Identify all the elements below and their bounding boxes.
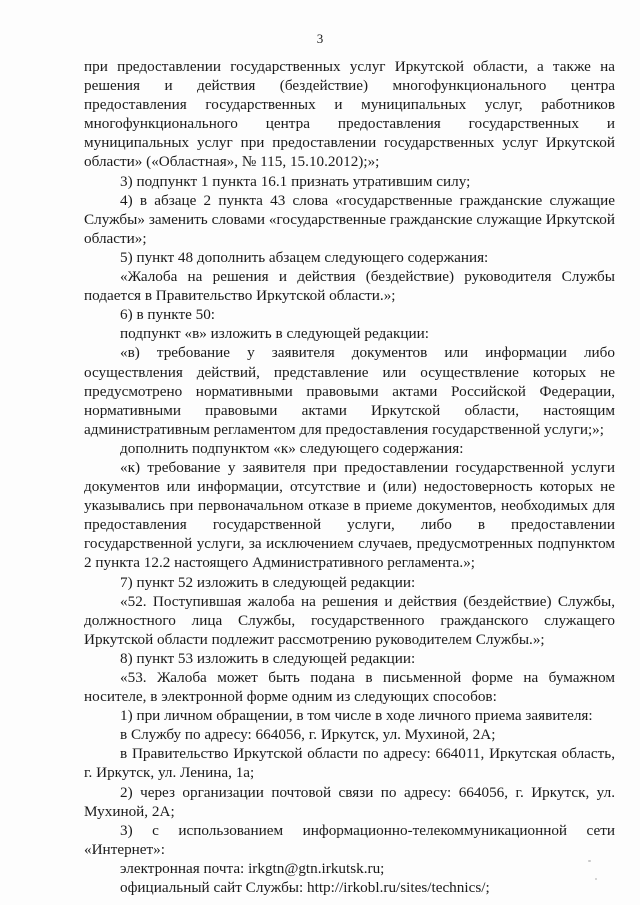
scan-speck [595, 878, 597, 880]
paragraph-item-4: 4) в абзаце 2 пункта 43 слова «государственные гражданские служащие Службы» заменить словами «государственные гражданские служащие Иркутской области»; [84, 191, 615, 247]
paragraph-item-6: 6) в пункте 50: [120, 306, 216, 324]
paragraph-address-service: в Службу по адресу: 664056, г. Иркутск, ул. Мухиной, 2А; [120, 726, 496, 744]
paragraph-item-5: 5) пункт 48 дополнить абзацем следующего содержания: [120, 248, 489, 266]
paragraph-subitem-v: подпункт «в» изложить в следующей редакции: [120, 325, 429, 343]
paragraph-quote-53: «53. Жалоба может быть подана в письменной форме на бумажном носителе, в электронной форме одним из следующих способов: [84, 669, 615, 706]
paragraph-item-3: 3) подпункт 1 пункта 16.1 признать утратившим силу; [120, 172, 471, 190]
paragraph-method-2: 2) через организации почтовой связи по адресу: 664056, г. Иркутск, ул. Мухиной, 2А; [84, 783, 615, 820]
paragraph-website: официальный сайт Службы: http://irkobl.ru/sites/technics/; [120, 879, 490, 897]
paragraph-subitem-k: дополнить подпунктом «к» следующего содержания: [120, 439, 464, 457]
page-number: 3 [316, 31, 324, 46]
paragraph-quote-v: «в) требование у заявителя документов или информации либо осуществления действий, представление или осуществление которых не предусмотрено нормативными правовыми актами Российской Федерации, нормативными правовыми актами Иркутской области, настоящим административным регламентом для предоставления государственной услуги;»; [84, 344, 615, 438]
scan-speck [588, 860, 591, 862]
paragraph-email: электронная почта: irkgtn@gtn.irkutsk.ru; [120, 859, 385, 877]
document-body [84, 57, 615, 897]
paragraph-address-government: в Правительство Иркутской области по адресу: 664011, Иркутская область, г. Иркутск, ул. Ленина, 1а; [84, 745, 615, 782]
paragraph-item-7: 7) пункт 52 изложить в следующей редакции: [120, 573, 416, 591]
paragraph-item-8: 8) пункт 53 изложить в следующей редакции: [120, 649, 416, 667]
paragraph-quote-52: «52. Поступившая жалоба на решения и действия (бездействие) Службы, должностного лица Службы, государственного гражданского служащего Иркутской области подлежит рассмотрению руководителем Службы.»; [84, 592, 615, 648]
paragraph-continuation: при предоставлении государственных услуг Иркутской области, а также на решения и действия (бездействие) многофункционального центра предоставления государственных и муниципальных услуг, работников многофункционального центра предоставления государственных и муниципальных услуг при предоставлении государственных услуг Иркутской области» («Областная», № 115, 15.10.2012);»; [84, 58, 615, 171]
paragraph-quote-complaint: «Жалоба на решения и действия (бездействие) руководителя Службы подается в Правительство Иркутской области.»; [84, 268, 615, 305]
paragraph-method-1: 1) при личном обращении, в том числе в ходе личного приема заявителя: [120, 707, 593, 725]
paragraph-method-3: 3) с использованием информационно-телекоммуникационной сети «Интернет»: [84, 821, 615, 858]
paragraph-quote-k: «к) требование у заявителя при предоставлении государственной услуги документов или информации, отсутствие и (или) недостоверность которых не указывались при первоначальном отказе в приеме документов, необходимых для предоставления государственной услуги, либо в предоставлении государственной услуги, за исключением случаев, предусмотренных подпунктом 2 пункта 12.2 настоящего Административного регламента.»; [84, 458, 615, 572]
